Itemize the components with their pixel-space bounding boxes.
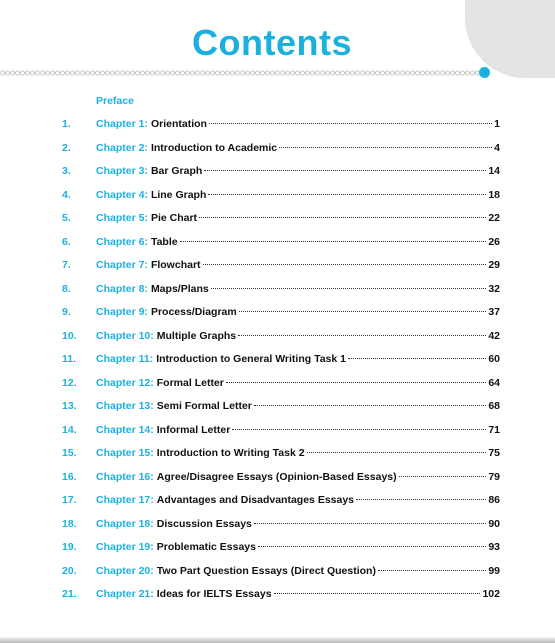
toc-entry [96, 302, 500, 322]
toc-row[interactable] [0, 537, 555, 557]
toc-leader [199, 217, 486, 218]
toc-page-number: 86 [488, 494, 500, 506]
toc-chapter: Chapter 14: [96, 423, 154, 436]
toc-entry [96, 490, 500, 510]
toc-leader [348, 358, 486, 359]
toc-chapter: Chapter 10: [96, 329, 154, 342]
toc-page-number: 1 [494, 118, 500, 130]
toc-row[interactable] [0, 490, 555, 510]
toc-leader [232, 429, 486, 430]
toc-number: 10. [62, 329, 77, 342]
toc-title: Problematic Essays [156, 541, 256, 553]
toc-page-number: 75 [488, 447, 500, 459]
toc-leader [180, 241, 487, 242]
toc-entry [96, 467, 500, 487]
toc-page-number: 18 [488, 188, 500, 201]
toc-number: 20. [62, 564, 77, 577]
toc-number: 8. [62, 282, 71, 295]
toc-leader [356, 499, 486, 500]
toc-row[interactable] [0, 185, 555, 205]
toc-number: 2. [62, 141, 71, 154]
toc-chapter: Chapter 21: [96, 588, 154, 600]
toc-page-number: 99 [488, 564, 500, 577]
toc-number: 17. [62, 494, 77, 506]
toc-number: 4. [62, 188, 71, 201]
toc-page-number: 37 [488, 306, 500, 318]
toc-number: 12. [62, 376, 77, 389]
toc-entry [96, 373, 500, 393]
toc-leader [203, 264, 487, 265]
toc-row[interactable] [0, 349, 555, 369]
toc-row[interactable] [0, 584, 555, 604]
toc-page-number: 68 [488, 400, 500, 412]
toc-title: Discussion Essays [156, 517, 252, 530]
toc-chapter: Chapter 12: [96, 376, 154, 389]
toc-number: 6. [62, 235, 71, 248]
toc-chapter: Chapter 9: [96, 306, 148, 318]
toc-page-number: 32 [488, 282, 500, 295]
toc-number: 18. [62, 517, 77, 530]
toc-chapter: Chapter 20: [96, 564, 154, 577]
toc-leader [204, 170, 486, 171]
toc-leader [378, 570, 486, 571]
toc-chapter: Chapter 4: [96, 188, 148, 201]
toc-page-number: 22 [488, 212, 500, 224]
toc-page-number: 93 [488, 541, 500, 553]
toc-leader [239, 311, 487, 312]
toc-page-number: 60 [488, 353, 500, 365]
toc-row[interactable] [0, 138, 555, 158]
toc-entry [96, 185, 500, 205]
toc-page-number: 102 [482, 588, 500, 600]
toc-title: Bar Graph [150, 165, 203, 177]
toc-chapter: Chapter 19: [96, 541, 154, 553]
toc-leader [209, 123, 492, 124]
toc-entry [96, 161, 500, 181]
toc-title: Orientation [150, 118, 207, 130]
toc-row[interactable] [0, 232, 555, 252]
toc-title: Table [150, 235, 178, 248]
toc-leader [254, 523, 486, 524]
toc-number: 9. [62, 306, 71, 318]
toc-number: 16. [62, 470, 77, 483]
toc-page-number: 90 [488, 517, 500, 530]
toc-page-number: 79 [488, 470, 500, 483]
toc-entry [96, 326, 500, 346]
toc-chapter: Chapter 3: [96, 165, 148, 177]
toc-title: Process/Diagram [150, 306, 237, 318]
toc-leader [226, 382, 486, 383]
toc-chapter: Chapter 6: [96, 235, 148, 248]
toc-title: Introduction to Academic [150, 141, 278, 154]
toc-number: 5. [62, 212, 71, 224]
toc-row[interactable] [0, 467, 555, 487]
toc-chapter: Chapter 13: [96, 400, 154, 412]
toc-title: Agree/Disagree Essays (Opinion-Based Essays) [156, 470, 397, 483]
toc-entry [96, 232, 500, 252]
toc-number: 15. [62, 447, 77, 459]
toc-page-number: 4 [494, 141, 500, 154]
toc-title: Line Graph [150, 188, 207, 201]
toc-row[interactable] [0, 161, 555, 181]
toc-chapter: Chapter 18: [96, 517, 154, 530]
toc-leader [254, 405, 486, 406]
toc-title: Introduction to Writing Task 2 [156, 447, 305, 459]
toc-number: 13. [62, 400, 77, 412]
toc-title: Introduction to General Writing Task 1 [156, 353, 346, 365]
toc-leader [238, 335, 486, 336]
toc-row[interactable] [0, 373, 555, 393]
toc-leader [279, 147, 492, 148]
toc-entry [96, 208, 500, 228]
toc-number: 19. [62, 541, 77, 553]
toc-chapter: Chapter 15: [96, 447, 154, 459]
toc-page-number: 29 [488, 259, 500, 271]
toc-entry [96, 349, 500, 369]
toc-chapter: Chapter 5: [96, 212, 148, 224]
toc-entry [96, 420, 500, 440]
toc-leader [307, 452, 487, 453]
toc-title: Informal Letter [156, 423, 231, 436]
toc-title: Multiple Graphs [156, 329, 237, 342]
toc-entry [96, 561, 500, 581]
toc-row[interactable] [0, 114, 555, 134]
toc-entry [96, 255, 500, 275]
toc-row[interactable] [0, 514, 555, 534]
toc-row[interactable] [0, 208, 555, 228]
toc-row[interactable] [0, 326, 555, 346]
divider-end-dot [479, 67, 490, 78]
toc-chapter: Chapter 1: [96, 118, 148, 130]
page-title: Contents [192, 22, 352, 63]
toc-entry [96, 279, 500, 299]
toc-title: Flowchart [150, 259, 201, 271]
toc-chapter: Chapter 17: [96, 494, 154, 506]
toc-title: Advantages and Disadvantages Essays [156, 494, 355, 506]
toc-title: Ideas for IELTS Essays [156, 588, 272, 600]
toc-entry [96, 114, 500, 134]
toc-title: Semi Formal Letter [156, 400, 252, 412]
toc-entry [96, 443, 500, 463]
toc-page-number: 42 [488, 329, 500, 342]
toc-row[interactable] [0, 279, 555, 299]
toc-number: 7. [62, 259, 71, 271]
toc-title: Pie Chart [150, 212, 198, 224]
toc-page-number: 64 [488, 376, 500, 389]
toc-leader [208, 194, 486, 195]
toc-entry [96, 396, 500, 416]
bottom-rule [0, 637, 555, 643]
toc-title: Two Part Question Essays (Direct Question) [156, 564, 376, 577]
toc-row[interactable] [0, 443, 555, 463]
preface-entry[interactable]: Preface [96, 95, 134, 107]
toc-row[interactable] [0, 420, 555, 440]
toc-entry [96, 584, 500, 604]
toc-row[interactable] [0, 255, 555, 275]
toc-row[interactable] [0, 302, 555, 322]
toc-page-number: 71 [488, 423, 500, 436]
toc-page-number: 14 [488, 165, 500, 177]
toc-chapter: Chapter 8: [96, 282, 148, 295]
toc-chapter: Chapter 7: [96, 259, 148, 271]
toc-number: 14. [62, 423, 77, 436]
toc-number: 1. [62, 118, 71, 130]
toc-row[interactable] [0, 561, 555, 581]
toc-chapter: Chapter 11: [96, 353, 154, 365]
toc-page-number: 26 [488, 235, 500, 248]
toc-chapter: Chapter 16: [96, 470, 154, 483]
toc-number: 21. [62, 588, 77, 600]
toc-number: 11. [62, 353, 77, 365]
chain-divider [0, 70, 482, 76]
toc-leader [399, 476, 487, 477]
toc-entry [96, 514, 500, 534]
toc-leader [258, 546, 486, 547]
toc-number: 3. [62, 165, 71, 177]
toc-leader [211, 288, 487, 289]
toc-title: Formal Letter [156, 376, 224, 389]
toc-row[interactable] [0, 396, 555, 416]
toc-leader [274, 593, 481, 594]
toc-entry [96, 138, 500, 158]
toc-chapter: Chapter 2: [96, 141, 148, 154]
toc-title: Maps/Plans [150, 282, 209, 295]
toc-entry [96, 537, 500, 557]
